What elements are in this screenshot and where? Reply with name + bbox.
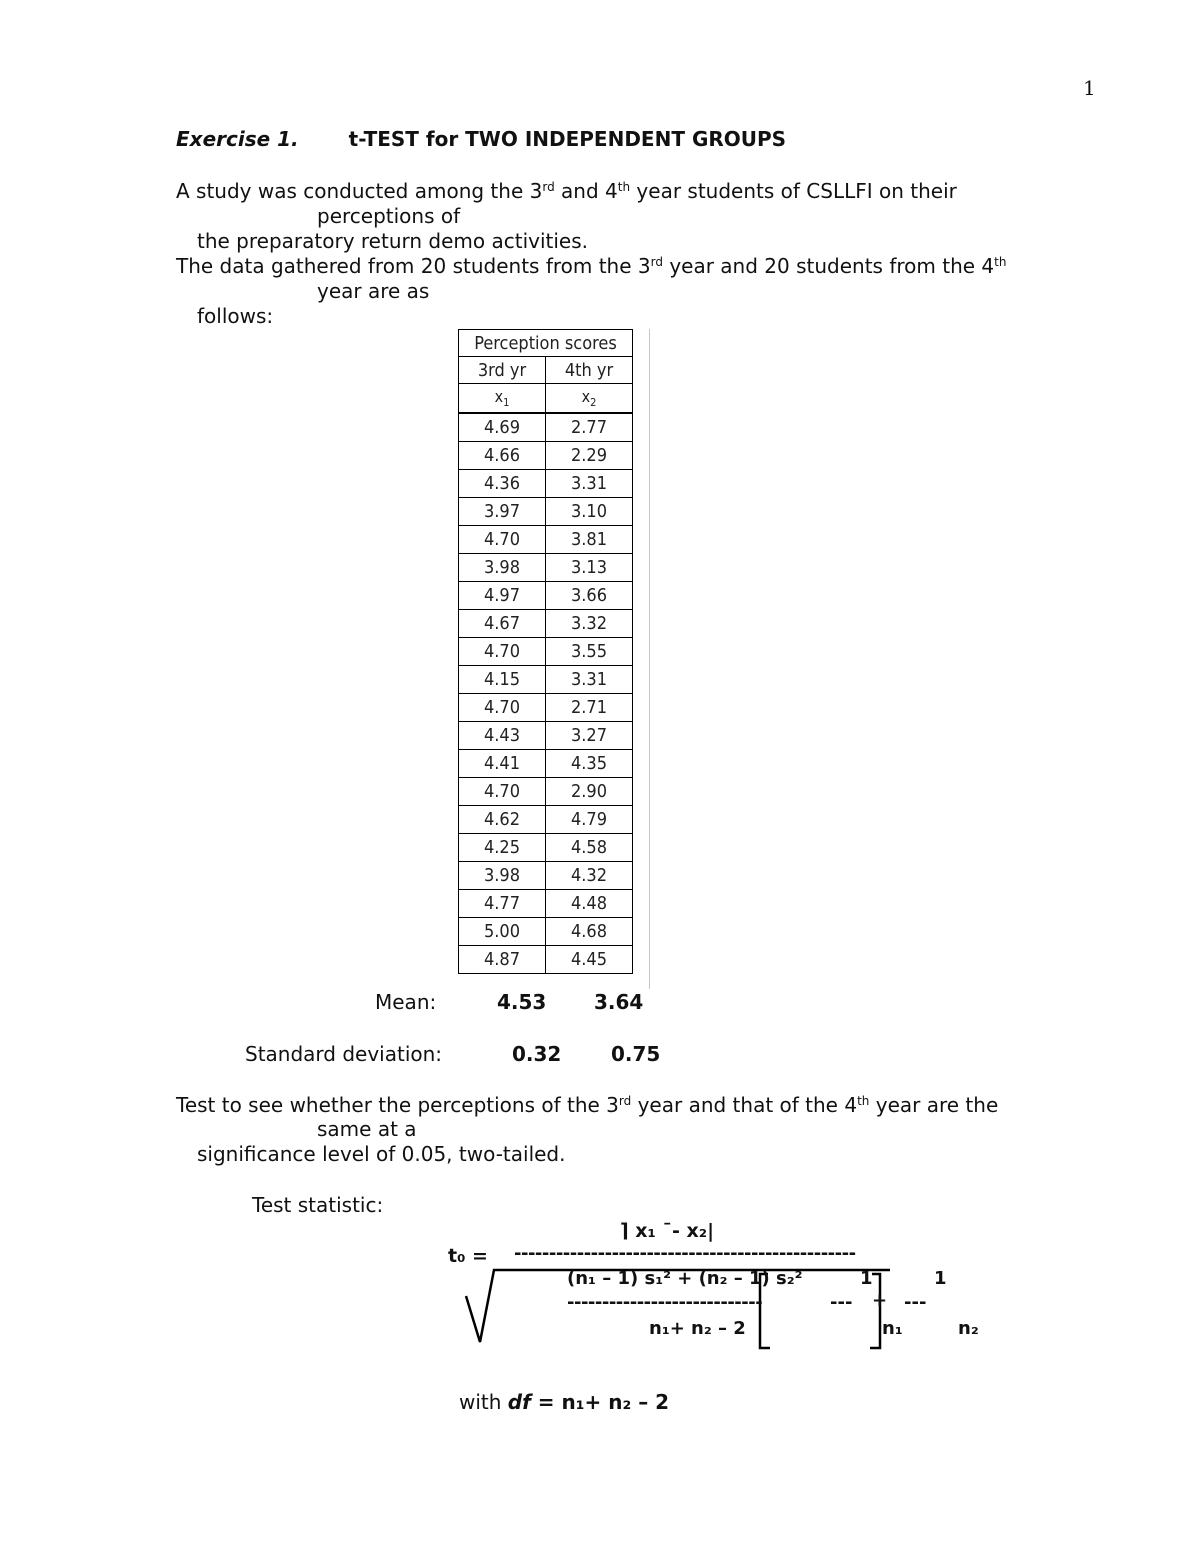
table-row <box>459 498 633 526</box>
score-4th-yr-cell: 3.31 <box>546 470 633 498</box>
frac2-denominator: n₂ <box>958 1318 979 1339</box>
mean-label: Mean: <box>375 990 437 1014</box>
table-row <box>459 778 633 806</box>
exercise-label: Exercise 1. <box>176 127 299 151</box>
df-expr: = n₁+ n₂ – 2 <box>530 1390 670 1414</box>
intro-line-1: A study was conducted among the 3rd and 4th year students of CSLLFI on their <box>176 179 957 203</box>
score-3rd-yr-cell: 4.67 <box>459 610 546 638</box>
formula-numerator: ⌉ x₁ ¯- x₂| <box>620 1220 715 1242</box>
frac2-dash: --- <box>904 1292 927 1313</box>
score-4th-yr-cell: 4.48 <box>546 890 633 918</box>
score-4th-yr-cell: 3.27 <box>546 722 633 750</box>
table-row <box>459 862 633 890</box>
table-row <box>459 582 633 610</box>
score-3rd-yr-cell: 4.36 <box>459 470 546 498</box>
score-4th-yr-cell: 3.32 <box>546 610 633 638</box>
score-3rd-yr-cell: 4.15 <box>459 666 546 694</box>
gridline-right <box>649 329 650 989</box>
table-row <box>459 890 633 918</box>
table-row <box>459 413 633 442</box>
df-line: with df = n₁+ n₂ – 2 <box>459 1390 670 1414</box>
score-4th-yr-cell: 2.90 <box>546 778 633 806</box>
exercise-title <box>176 127 786 151</box>
score-4th-yr-cell: 2.29 <box>546 442 633 470</box>
score-3rd-yr-cell: 3.98 <box>459 862 546 890</box>
score-3rd-yr-cell: 3.97 <box>459 498 546 526</box>
score-3rd-yr-cell: 4.77 <box>459 890 546 918</box>
score-3rd-yr-cell: 4.43 <box>459 722 546 750</box>
mean-x2: 3.64 <box>594 990 644 1014</box>
formula-lhs: t₀ = <box>448 1245 488 1267</box>
inner-denominator: n₁+ n₂ – 2 <box>649 1318 746 1339</box>
score-4th-yr-cell: 3.66 <box>546 582 633 610</box>
score-3rd-yr-cell: 4.97 <box>459 582 546 610</box>
inner-numerator: (n₁ – 1) s₁² + (n₂ – 1) s₂² <box>567 1268 803 1289</box>
col-var-x2: $x_2$ <box>546 384 633 414</box>
table-row <box>459 806 633 834</box>
score-3rd-yr-cell: 4.25 <box>459 834 546 862</box>
score-4th-yr-cell: 2.71 <box>546 694 633 722</box>
score-4th-yr-cell: 4.79 <box>546 806 633 834</box>
table-row <box>459 918 633 946</box>
score-4th-yr-cell: 4.58 <box>546 834 633 862</box>
intro-line-3: the preparatory return demo activities. <box>197 229 588 253</box>
score-3rd-yr-cell: 4.41 <box>459 750 546 778</box>
score-4th-yr-cell: 3.31 <box>546 666 633 694</box>
table-row <box>459 526 633 554</box>
col-header-4th-yr: 4th yr <box>546 357 633 384</box>
score-3rd-yr-cell: 4.87 <box>459 946 546 974</box>
table-row <box>459 666 633 694</box>
sd-x1: 0.32 <box>512 1042 562 1066</box>
formula-main-dashes: ------------------------------------------------- <box>514 1243 856 1264</box>
score-4th-yr-cell: 2.77 <box>546 413 633 442</box>
score-3rd-yr-cell: 4.70 <box>459 778 546 806</box>
frac2-numerator: 1 <box>934 1268 947 1289</box>
intro-line-2: perceptions of <box>317 204 461 228</box>
question-line-2: same at a <box>317 1117 417 1141</box>
col-var-x1: $x_1$ <box>459 384 546 414</box>
sd-x2: 0.75 <box>611 1042 661 1066</box>
table-row <box>459 442 633 470</box>
score-4th-yr-cell: 4.35 <box>546 750 633 778</box>
table-row <box>459 946 633 974</box>
score-4th-yr-cell: 3.10 <box>546 498 633 526</box>
page-number: 1 <box>1083 76 1096 100</box>
formula-plus: + <box>872 1290 888 1311</box>
col-header-3rd-yr: 3rd yr <box>459 357 546 384</box>
perception-scores-table <box>458 329 633 974</box>
score-3rd-yr-cell: 5.00 <box>459 918 546 946</box>
sd-label: Standard deviation: <box>245 1042 443 1066</box>
score-4th-yr-cell: 4.68 <box>546 918 633 946</box>
score-4th-yr-cell: 3.55 <box>546 638 633 666</box>
score-4th-yr-cell: 4.32 <box>546 862 633 890</box>
table-row <box>459 694 633 722</box>
question-line-3: significance level of 0.05, two-tailed. <box>197 1142 566 1166</box>
intro-line-4: The data gathered from 20 students from the 3rd year and 20 students from the 4th <box>176 254 1007 278</box>
score-3rd-yr-cell: 4.70 <box>459 526 546 554</box>
frac1-dash: --- <box>830 1292 853 1313</box>
table-row <box>459 554 633 582</box>
table-row <box>459 638 633 666</box>
table-row <box>459 470 633 498</box>
score-4th-yr-cell: 3.81 <box>546 526 633 554</box>
intro-line-6: follows: <box>197 304 274 328</box>
exercise-topic: t-TEST for TWO INDEPENDENT GROUPS <box>348 127 787 151</box>
test-statistic-label: Test statistic: <box>252 1193 384 1217</box>
score-3rd-yr-cell: 4.62 <box>459 806 546 834</box>
table-row <box>459 722 633 750</box>
df-var: df <box>507 1390 531 1414</box>
frac1-numerator: 1 <box>860 1268 873 1289</box>
table-row <box>459 834 633 862</box>
score-4th-yr-cell: 3.13 <box>546 554 633 582</box>
table-caption: Perception scores <box>459 330 633 357</box>
mean-x1: 4.53 <box>497 990 547 1014</box>
score-3rd-yr-cell: 4.66 <box>459 442 546 470</box>
table-row <box>459 610 633 638</box>
table-row <box>459 750 633 778</box>
score-3rd-yr-cell: 4.70 <box>459 638 546 666</box>
score-3rd-yr-cell: 4.70 <box>459 694 546 722</box>
score-3rd-yr-cell: 4.69 <box>459 413 546 442</box>
score-3rd-yr-cell: 3.98 <box>459 554 546 582</box>
inner-dashes: ---------------------------- <box>567 1292 763 1313</box>
frac1-denominator: n₁ <box>882 1318 903 1339</box>
score-4th-yr-cell: 4.45 <box>546 946 633 974</box>
question-line-1: Test to see whether the perceptions of the 3rd year and that of the 4th year are the <box>176 1093 999 1117</box>
intro-line-5: year are as <box>317 279 430 303</box>
